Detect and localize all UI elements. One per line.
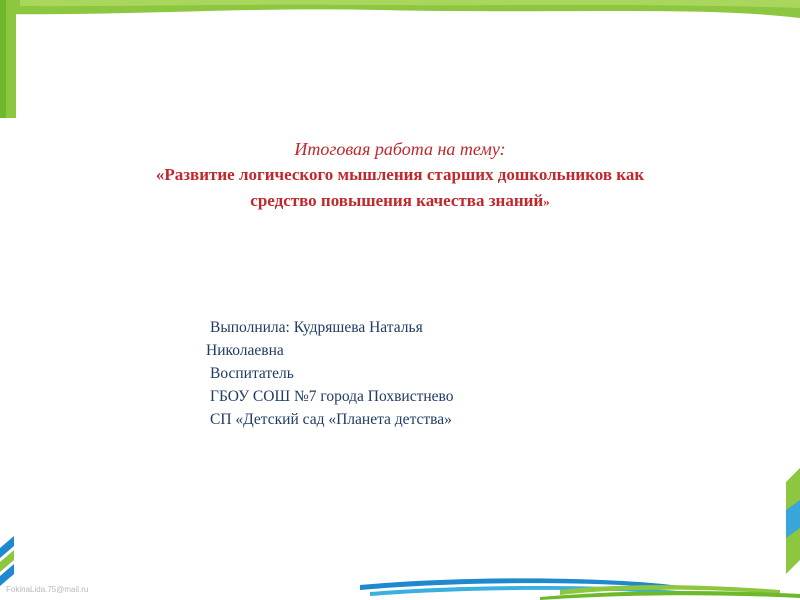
bottom-wave <box>360 578 800 600</box>
title-main-line-2 <box>40 188 760 215</box>
title-block <box>40 136 760 215</box>
author-line-performer: Выполнила: Кудряшева Наталья <box>210 319 423 336</box>
title-close-quote: » <box>543 194 550 209</box>
watermark-email: FokinaLida.75@mail.ru <box>6 585 89 594</box>
title-main-line-2-text: средство повышения качества знаний <box>250 191 544 210</box>
author-block <box>206 316 586 431</box>
author-line-school: ГБОУ СОШ №7 города Похвистнево <box>210 388 454 405</box>
title-main-line-1: «Развитие логического мышления старших дошкольников как <box>155 165 645 184</box>
author-line-kindergarten: СП «Детский сад «Планета детства» <box>210 411 452 428</box>
title-intro: Итоговая работа на тему: <box>294 139 506 159</box>
author-line-position: Воспитатель <box>210 365 294 382</box>
author-line-patronymic: Николаевна <box>206 342 284 359</box>
left-bottom-stripes <box>0 536 14 586</box>
